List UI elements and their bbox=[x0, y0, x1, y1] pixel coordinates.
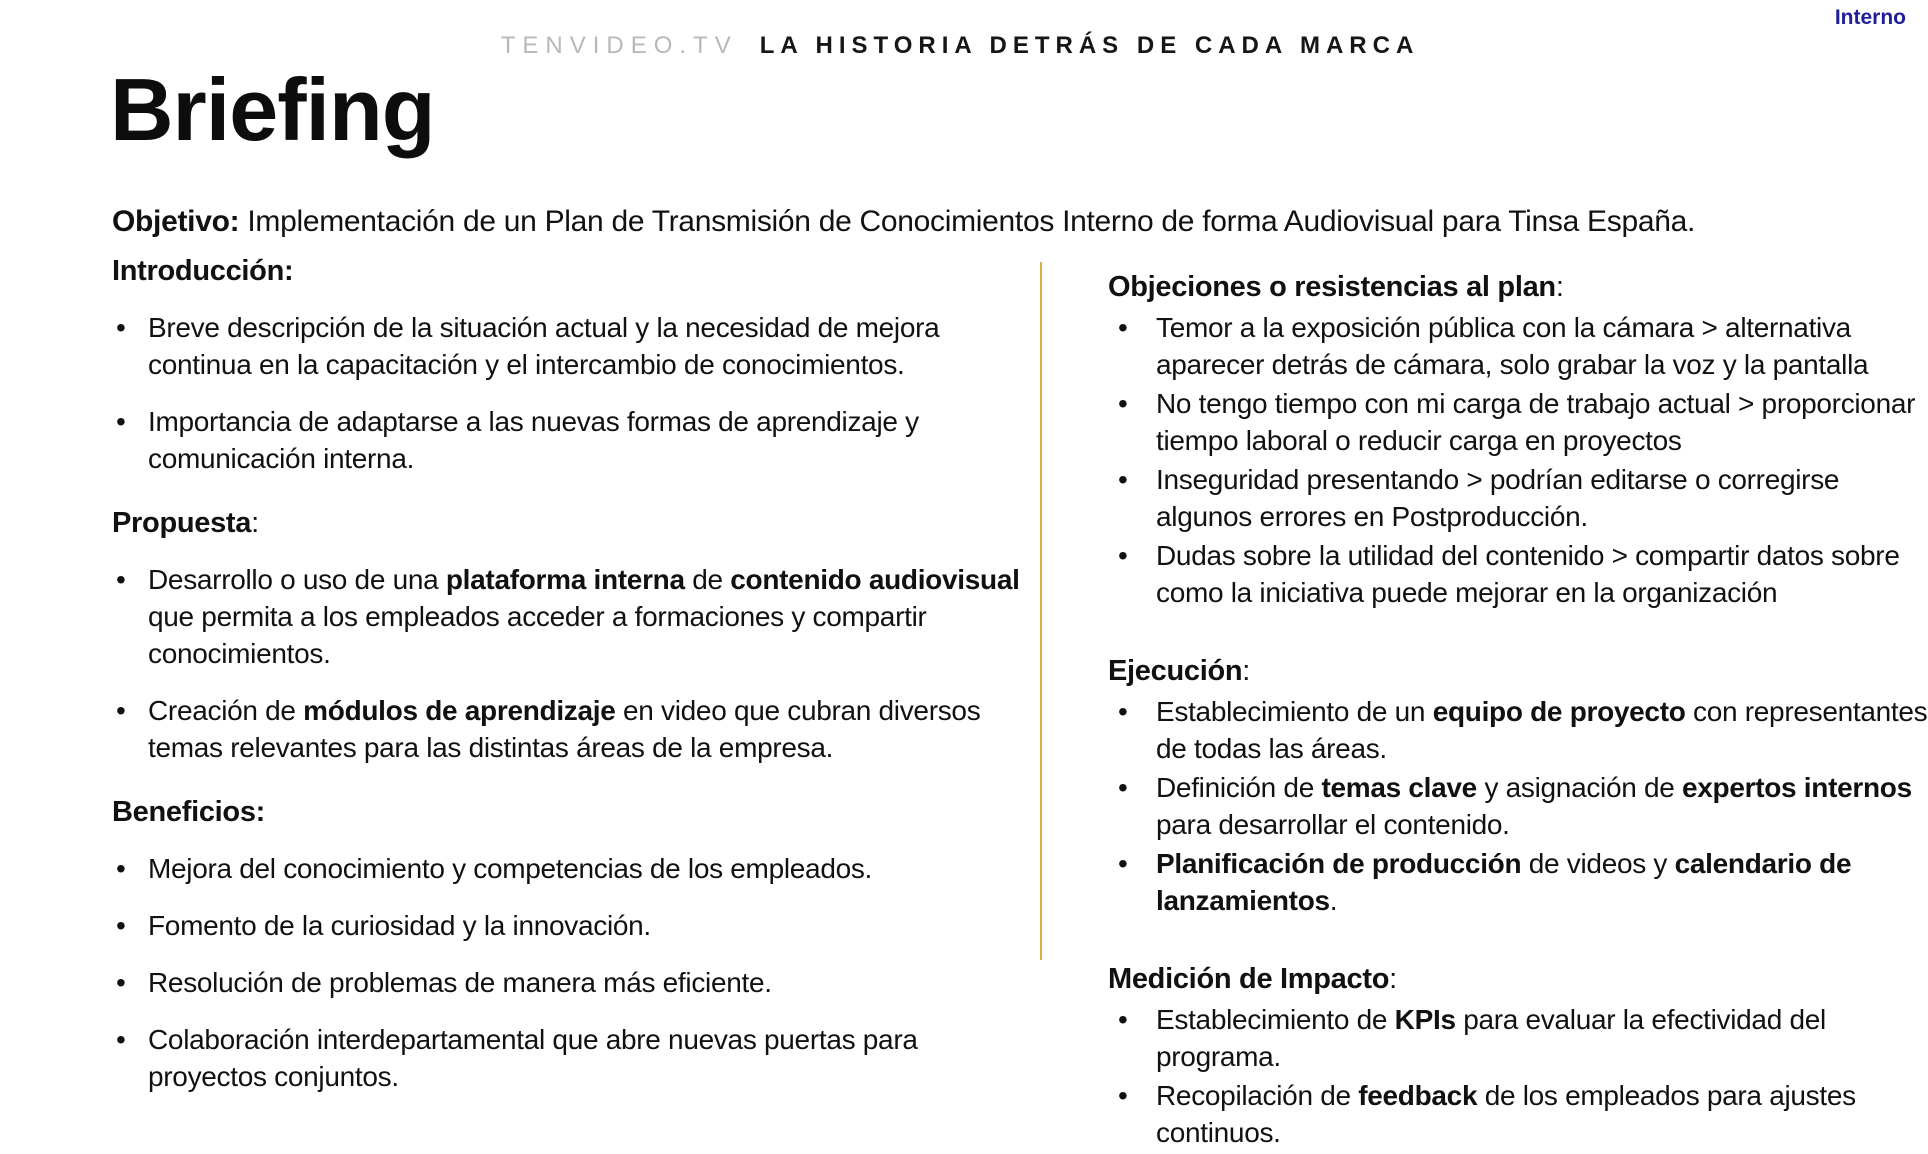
bullet-item bbox=[1108, 770, 1928, 844]
text-segment: : bbox=[1389, 962, 1397, 995]
bullet-item bbox=[1108, 386, 1928, 460]
brand-logo-text: TENVIDEO.TV bbox=[500, 32, 738, 59]
text-segment: de bbox=[684, 564, 731, 596]
right-column bbox=[1108, 268, 1928, 1154]
bullet-item bbox=[1108, 538, 1928, 612]
objective-text: Implementación de un Plan de Transmisión de Conocimientos Interno de forma Audiovisual para Tinsa España. bbox=[239, 205, 1696, 238]
page-title: Briefing bbox=[110, 60, 435, 159]
text-segment: de videos y bbox=[1521, 847, 1675, 879]
text-segment: Inseguridad presentando > podrían editarse o corregirse algunos errores en Postproducción. bbox=[1156, 464, 1840, 533]
text-segment: Recopilación de bbox=[1156, 1080, 1359, 1112]
text-segment: y asignación de bbox=[1476, 772, 1683, 804]
text-segment: KPIs bbox=[1394, 1004, 1456, 1036]
bullet-list bbox=[1108, 694, 1928, 920]
text-segment: temas clave bbox=[1321, 772, 1477, 804]
text-segment: módulos de aprendizaje bbox=[303, 695, 616, 727]
bullet-item bbox=[112, 404, 1020, 478]
text-segment: Fomento de la curiosidad y la innovación. bbox=[148, 910, 651, 942]
bullet-item bbox=[1108, 462, 1928, 536]
text-segment: para evaluar la efectividad del programa. bbox=[1156, 1004, 1826, 1073]
text-segment: Beneficios: bbox=[112, 796, 266, 829]
text-segment: Planificación de producción bbox=[1156, 847, 1522, 879]
content-section bbox=[1108, 652, 1928, 920]
section-heading bbox=[112, 793, 1020, 831]
text-segment: Definición de bbox=[1156, 772, 1322, 804]
bullet-list bbox=[1108, 310, 1928, 612]
text-segment: Objeciones o resistencias al plan bbox=[1108, 271, 1556, 303]
text-segment: Desarrollo o uso de una bbox=[148, 564, 446, 596]
text-segment: Introducción: bbox=[112, 255, 294, 287]
content-section bbox=[112, 793, 1020, 1096]
content-section bbox=[112, 252, 1020, 478]
text-segment: equipo de proyecto bbox=[1432, 696, 1686, 728]
text-segment: de los empleados para ajustes continuos. bbox=[1156, 1080, 1856, 1148]
text-segment: : bbox=[251, 507, 259, 540]
text-segment: Propuesta bbox=[112, 507, 252, 540]
objective-line bbox=[112, 202, 1912, 241]
bullet-item bbox=[112, 908, 1020, 945]
bullet-item bbox=[112, 851, 1020, 888]
text-segment: No tengo tiempo con mi carga de trabajo actual > proporcionar tiempo laboral o reducir carga en proyectos bbox=[1156, 388, 1916, 457]
text-segment: . bbox=[1329, 884, 1338, 916]
bullet-item bbox=[1108, 694, 1928, 768]
text-segment: Medición de Impacto bbox=[1108, 962, 1390, 995]
text-segment: para desarrollar el contenido. bbox=[1156, 809, 1510, 841]
text-segment: expertos internos bbox=[1682, 772, 1912, 804]
section-heading bbox=[1108, 652, 1928, 690]
bullet-item bbox=[1108, 846, 1928, 920]
bullet-list bbox=[112, 562, 1020, 767]
bullet-item bbox=[112, 965, 1020, 1002]
bullet-item bbox=[112, 562, 1020, 673]
bullet-item bbox=[112, 310, 1020, 384]
column-divider bbox=[1040, 262, 1042, 960]
text-segment: calendario de lanzamientos bbox=[1156, 847, 1852, 916]
left-column bbox=[112, 252, 1020, 1116]
text-segment: Colaboración interdepartamental que abre nuevas puertas para proyectos conjuntos. bbox=[148, 1024, 918, 1093]
content-section bbox=[112, 504, 1020, 767]
text-segment: Creación de bbox=[148, 695, 304, 727]
text-segment: Mejora del conocimiento y competencias de los empleados. bbox=[148, 853, 873, 885]
text-segment: Importancia de adaptarse a las nuevas formas de aprendizaje y comunicación interna. bbox=[148, 406, 919, 475]
text-segment: feedback bbox=[1358, 1080, 1478, 1112]
objective-label: Objetivo: bbox=[112, 205, 240, 238]
section-heading bbox=[112, 252, 1020, 290]
text-segment: Establecimiento de bbox=[1156, 1004, 1395, 1036]
section-heading bbox=[112, 504, 1020, 542]
content-section bbox=[1108, 960, 1928, 1152]
bullet-item bbox=[1108, 1078, 1928, 1152]
text-segment: : bbox=[1555, 271, 1564, 303]
text-segment: en video que cubran diversos temas relevantes para las distintas áreas de la empresa. bbox=[148, 695, 981, 764]
text-segment: : bbox=[1242, 654, 1251, 687]
text-segment: Breve descripción de la situación actual y la necesidad de mejora continua en la capacitación y el intercambio de conocimientos. bbox=[148, 312, 940, 381]
interno-classification-label: Interno bbox=[1834, 6, 1906, 29]
section-heading bbox=[1108, 960, 1928, 998]
text-segment: Ejecución bbox=[1108, 654, 1243, 687]
bullet-item bbox=[112, 1022, 1020, 1096]
text-segment: Establecimiento de un bbox=[1156, 696, 1433, 728]
bullet-list bbox=[1108, 1002, 1928, 1152]
bullet-item bbox=[112, 693, 1020, 767]
text-segment: contenido audiovisual bbox=[730, 564, 1020, 596]
bullet-item bbox=[1108, 1002, 1928, 1076]
text-segment: Temor a la exposición pública con la cámara > alternativa aparecer detrás de cámara, solo grabar la voz y la pantalla bbox=[1156, 312, 1869, 381]
text-segment: con representantes de todas las áreas. bbox=[1156, 696, 1928, 765]
bullet-item bbox=[1108, 310, 1928, 384]
bullet-list bbox=[112, 851, 1020, 1096]
slide-header bbox=[0, 32, 1920, 60]
text-segment: Dudas sobre la utilidad del contenido > compartir datos sobre como la iniciativa puede mejorar en la organización bbox=[1156, 539, 1900, 608]
content-section bbox=[1108, 268, 1928, 612]
bullet-list bbox=[112, 310, 1020, 478]
text-segment: Resolución de problemas de manera más eficiente. bbox=[148, 967, 772, 999]
text-segment: plataforma interna bbox=[445, 564, 685, 596]
text-segment: que permita a los empleados acceder a formaciones y compartir conocimientos. bbox=[148, 601, 927, 670]
section-heading bbox=[1108, 268, 1928, 306]
brand-tagline: LA HISTORIA DETRÁS DE CADA MARCA bbox=[759, 32, 1420, 59]
